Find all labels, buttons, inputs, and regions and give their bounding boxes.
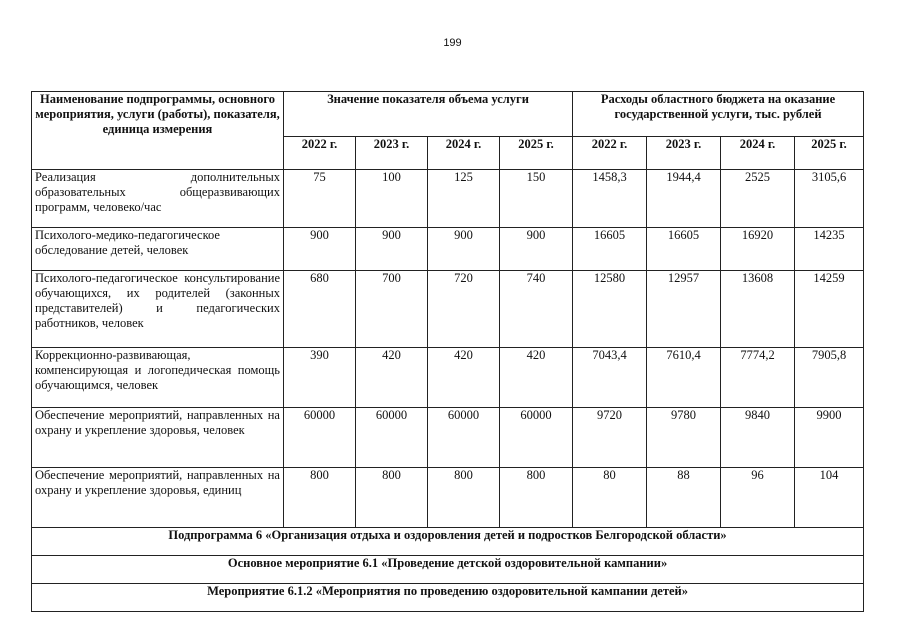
row-name: Психолого-медико-педагогическое обследование детей, человек	[32, 228, 284, 271]
expenses-cell: 80	[573, 468, 647, 528]
table-row	[32, 271, 864, 348]
section-subprogram: Подпрограмма 6 «Организация отдыха и оздоровления детей и подростков Белгородской области»	[32, 528, 864, 556]
volume-cell: 100	[356, 170, 428, 228]
header-expenses-group: Расходы областного бюджета на оказание государственной услуги, тыс. рублей	[573, 92, 864, 137]
volume-cell: 420	[428, 348, 500, 408]
volume-cell: 680	[284, 271, 356, 348]
volume-cell: 700	[356, 271, 428, 348]
expenses-cell: 88	[647, 468, 721, 528]
expenses-cell: 9780	[647, 408, 721, 468]
expenses-cell: 7774,2	[721, 348, 795, 408]
section-row-main-activity	[32, 556, 864, 584]
expenses-cell: 16605	[647, 228, 721, 271]
header-name-column: Наименование подпрограммы, основного мероприятия, услуги (работы), показателя, единица измерения	[32, 92, 284, 170]
row-name: Реализация дополнительных образовательных общеразвивающих программ, человеко/час	[32, 170, 284, 228]
volume-cell: 60000	[500, 408, 573, 468]
row-name: Психолого-педагогическое консультирование обучающихся, их родителей (законных представителей) и педагогических работников, человек	[32, 271, 284, 348]
section-row-activity	[32, 584, 864, 612]
header-row-groups	[32, 92, 864, 137]
table-row	[32, 468, 864, 528]
volume-cell: 75	[284, 170, 356, 228]
table-row	[32, 408, 864, 468]
expenses-cell: 9900	[795, 408, 864, 468]
section-main-activity: Основное мероприятие 6.1 «Проведение детской оздоровительной кампании»	[32, 556, 864, 584]
expenses-cell: 96	[721, 468, 795, 528]
volume-cell: 420	[500, 348, 573, 408]
volume-cell: 800	[356, 468, 428, 528]
header-expenses-year: 2023 г.	[647, 137, 721, 170]
volume-cell: 125	[428, 170, 500, 228]
volume-cell: 60000	[284, 408, 356, 468]
header-volume-year: 2025 г.	[500, 137, 573, 170]
header-expenses-year: 2025 г.	[795, 137, 864, 170]
expenses-cell: 12580	[573, 271, 647, 348]
expenses-cell: 9720	[573, 408, 647, 468]
table-body	[32, 92, 864, 612]
section-row-subprogram	[32, 528, 864, 556]
expenses-cell: 12957	[647, 271, 721, 348]
row-name: Обеспечение мероприятий, направленных на охрану и укрепление здоровья, человек	[32, 408, 284, 468]
header-expenses-year: 2022 г.	[573, 137, 647, 170]
expenses-cell: 104	[795, 468, 864, 528]
row-name: Обеспечение мероприятий, направленных на охрану и укрепление здоровья, единиц	[32, 468, 284, 528]
expenses-cell: 16920	[721, 228, 795, 271]
table-row	[32, 228, 864, 271]
volume-cell: 60000	[428, 408, 500, 468]
header-expenses-year: 2024 г.	[721, 137, 795, 170]
volume-cell: 900	[284, 228, 356, 271]
expenses-cell: 7610,4	[647, 348, 721, 408]
page-number: 199	[443, 37, 462, 49]
table-row	[32, 170, 864, 228]
volume-cell: 60000	[356, 408, 428, 468]
expenses-cell: 14259	[795, 271, 864, 348]
expenses-cell: 9840	[721, 408, 795, 468]
volume-cell: 420	[356, 348, 428, 408]
volume-cell: 150	[500, 170, 573, 228]
header-volume-year: 2022 г.	[284, 137, 356, 170]
header-volume-group: Значение показателя объема услуги	[284, 92, 573, 137]
volume-cell: 900	[428, 228, 500, 271]
volume-cell: 900	[356, 228, 428, 271]
volume-cell: 720	[428, 271, 500, 348]
expenses-cell: 16605	[573, 228, 647, 271]
volume-cell: 800	[284, 468, 356, 528]
expenses-cell: 3105,6	[795, 170, 864, 228]
section-activity: Мероприятие 6.1.2 «Мероприятия по проведению оздоровительной кампании детей»	[32, 584, 864, 612]
volume-cell: 390	[284, 348, 356, 408]
volume-cell: 900	[500, 228, 573, 271]
expenses-cell: 14235	[795, 228, 864, 271]
expenses-cell: 1458,3	[573, 170, 647, 228]
expenses-cell: 13608	[721, 271, 795, 348]
expenses-cell: 1944,4	[647, 170, 721, 228]
budget-table	[31, 91, 864, 612]
expenses-cell: 7043,4	[573, 348, 647, 408]
expenses-cell: 2525	[721, 170, 795, 228]
header-volume-year: 2024 г.	[428, 137, 500, 170]
row-name: Коррекционно-развивающая, компенсирующая и логопедическая помощь обучающимся, человек	[32, 348, 284, 408]
volume-cell: 800	[500, 468, 573, 528]
table-row	[32, 348, 864, 408]
volume-cell: 800	[428, 468, 500, 528]
header-volume-year: 2023 г.	[356, 137, 428, 170]
expenses-cell: 7905,8	[795, 348, 864, 408]
volume-cell: 740	[500, 271, 573, 348]
